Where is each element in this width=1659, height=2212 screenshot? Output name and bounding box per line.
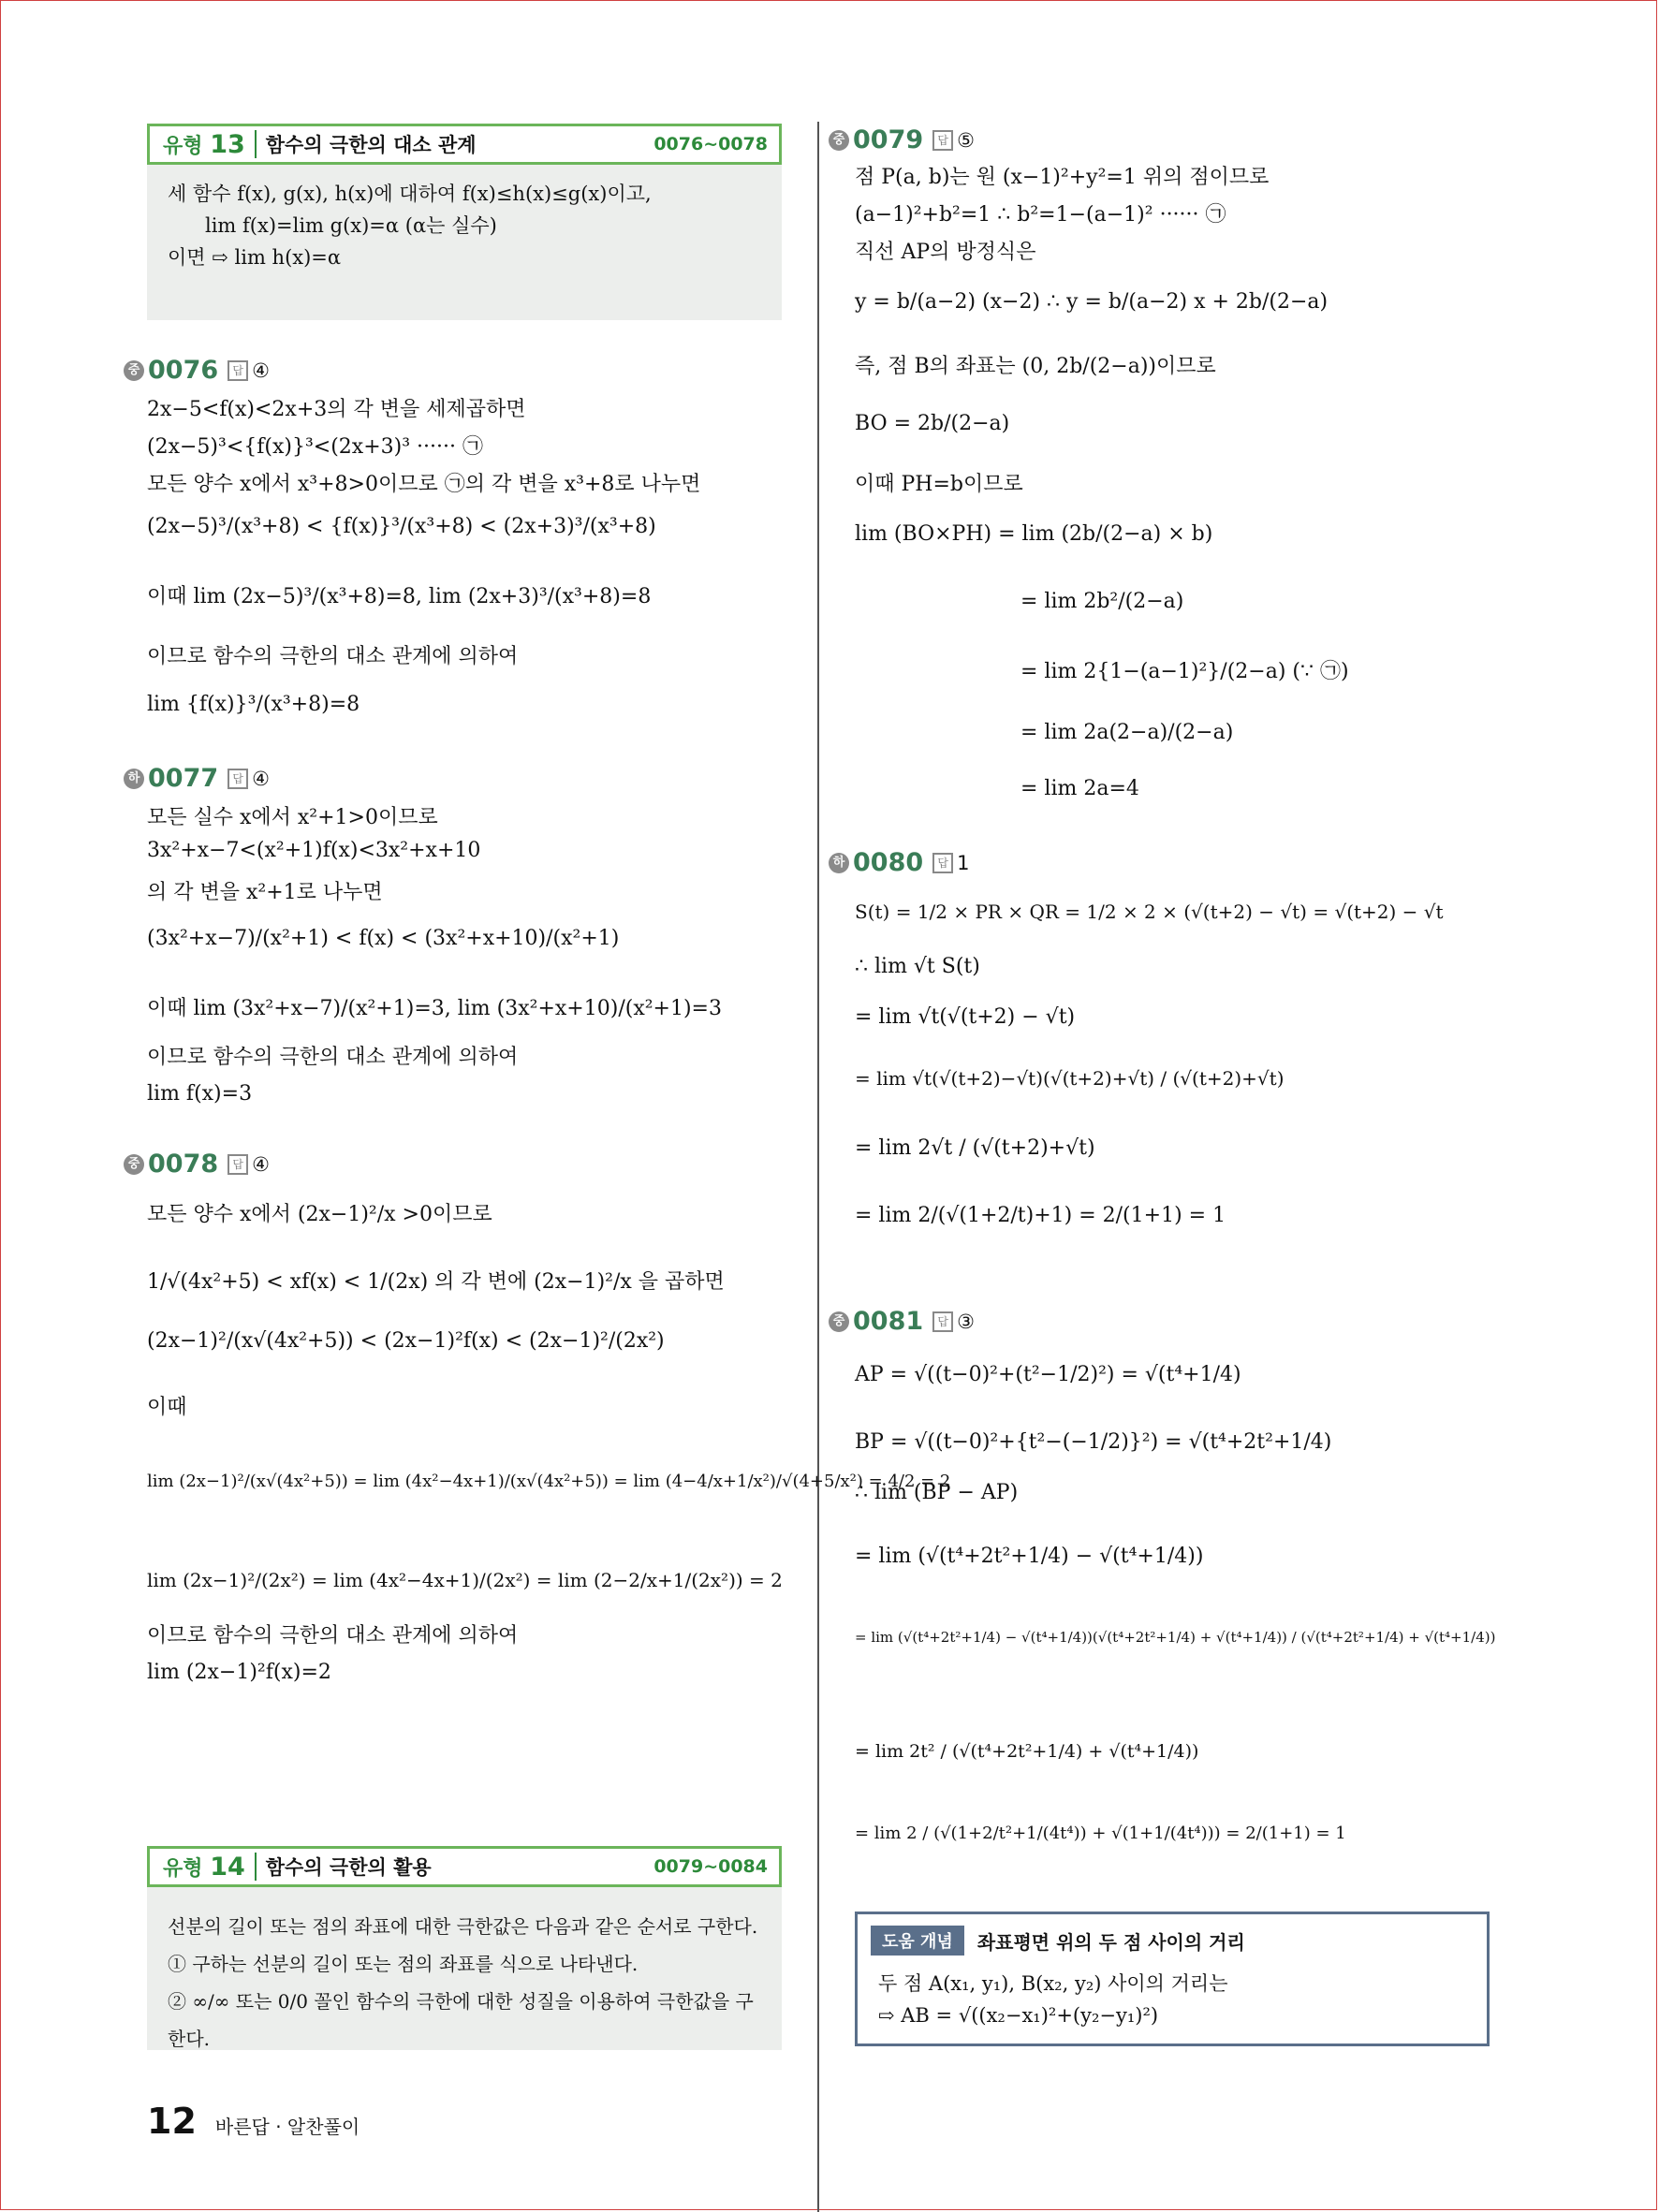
type13-line: 이면 ⇨ lim h(x)=α [168, 246, 342, 269]
solution-line: 2x−5<f(x)<2x+3의 각 변을 세제곱하면 [147, 398, 526, 421]
solution-line: 이때 lim (2x−5)³/(x³+8)=8, lim (2x+3)³/(x³+8)=8 [147, 585, 652, 608]
page-number: 12 [147, 2101, 197, 2142]
solution-line: = lim 2b²/(2−a) [1020, 590, 1184, 613]
type14-header [147, 1846, 782, 1887]
type13-body [168, 178, 769, 273]
solution-line: = lim 2a=4 [1020, 777, 1139, 800]
type13-range: 0076~0078 [653, 134, 768, 154]
answer-icon: 답 [228, 360, 248, 381]
solution-line: = lim 2a(2−a)/(2−a) [1020, 721, 1234, 744]
solution-line: 점 P(a, b)는 원 (x−1)²+y²=1 위의 점이므로 [855, 166, 1270, 189]
answer: ④ [252, 767, 270, 790]
type14-body [168, 1908, 769, 2058]
solution-line: = lim 2/(√(1+2/t)+1) = 2/(1+1) = 1 [855, 1204, 1226, 1227]
level-badge: 중 [829, 1311, 849, 1332]
solution-line: 모든 양수 x에서 x³+8>0이므로 ㉠의 각 변을 x³+8로 나누면 [147, 473, 701, 496]
problem-0080-header [829, 848, 970, 877]
level-badge: 하 [124, 769, 144, 789]
solution-line: y = b/(a−2) (x−2) ∴ y = b/(a−2) x + 2b/(2−a) [855, 290, 1329, 314]
type14-tag: 유형 14 [163, 1852, 245, 1882]
solution-line: lim (2x−1)²/(2x²) = lim (4x²−4x+1)/(2x²) = lim (2−2/x+1/(2x²)) = 2 [147, 1569, 783, 1591]
solution-line: 이때 PH=b이므로 [855, 473, 1023, 496]
level-badge: 중 [124, 1154, 144, 1175]
type14-line: 선분의 길이 또는 점의 좌표에 대한 극한값은 다음과 같은 순서로 구한다. [168, 1915, 758, 1938]
book-title: 바른답 · 알찬풀이 [214, 2116, 360, 2138]
concept-note-line: ⇨ AB = √((x₂−x₁)²+(y₂−y₁)²) [878, 2004, 1159, 2027]
concept-note-line: 두 점 A(x₁, y₁), B(x₂, y₂) 사이의 거리는 [878, 1972, 1228, 1995]
solution-line: = lim 2 / (√(1+2/t²+1/(4t⁴)) + √(1+1/(4t⁴))) = 2/(1+1) = 1 [855, 1824, 1346, 1843]
solution-line: 모든 양수 x에서 (2x−1)²/x >0이므로 [147, 1203, 492, 1226]
solution-line: lim {f(x)}³/(x³+8)=8 [147, 693, 360, 716]
solution-line: = lim √t(√(t+2) − √t) [855, 1005, 1076, 1029]
solution-line: 1/√(4x²+5) < xf(x) < 1/(2x) 의 각 변에 (2x−1)²/x 을 곱하면 [147, 1270, 725, 1294]
solution-line: 직선 AP의 방정식은 [855, 241, 1036, 264]
answer: ④ [252, 1152, 270, 1176]
concept-note-box [855, 1912, 1490, 2046]
solution-line: 이때 lim (3x²+x−7)/(x²+1)=3, lim (3x²+x+10)/(x²+1)=3 [147, 997, 722, 1020]
solution-line: 3x²+x−7<(x²+1)f(x)<3x²+x+10 [147, 839, 481, 862]
solution-line: 모든 실수 x에서 x²+1>0이므로 [147, 806, 438, 829]
answer: ④ [252, 359, 270, 382]
solution-line: = lim (√(t⁴+2t²+1/4) − √(t⁴+1/4))(√(t⁴+2t²+1/4) + √(t⁴+1/4)) / (√(t⁴+2t²+1/4) + √(t⁴+1/4)) [855, 1629, 1496, 1646]
problem-0081-header [829, 1307, 975, 1336]
solution-line: lim (2x−1)²f(x)=2 [147, 1661, 331, 1684]
problem-number: 0081 [853, 1307, 924, 1336]
problem-number: 0080 [853, 848, 924, 877]
problem-0076-header [124, 356, 270, 385]
type13-header [147, 124, 782, 165]
problem-number: 0079 [853, 125, 924, 154]
type14-box [147, 1846, 782, 2050]
type13-line: 세 함수 f(x), g(x), h(x)에 대하여 f(x)≤h(x)≤g(x)이고, [168, 183, 652, 205]
level-badge: 중 [124, 360, 144, 381]
problem-number: 0076 [148, 356, 219, 385]
solution-line: (2x−1)²/(x√(4x²+5)) < (2x−1)²f(x) < (2x−1)²/(2x²) [147, 1329, 665, 1353]
solution-line: ∴ lim (BP − AP) [855, 1481, 1019, 1504]
answer-icon: 답 [932, 853, 953, 873]
solution-line: (2x−5)³/(x³+8) < {f(x)}³/(x³+8) < (2x+3)³/(x³+8) [147, 515, 656, 538]
answer-icon: 답 [228, 769, 248, 789]
solution-line: (3x²+x−7)/(x²+1) < f(x) < (3x²+x+10)/(x²+1) [147, 927, 620, 950]
solution-line: 이므로 함수의 극한의 대소 관계에 의하여 [147, 645, 519, 668]
concept-note-title: 좌표평면 위의 두 점 사이의 거리 [976, 1930, 1245, 1954]
solution-line: (a−1)²+b²=1 ∴ b²=1−(a−1)² ······ ㉠ [855, 203, 1226, 227]
solution-line: = lim (√(t⁴+2t²+1/4) − √(t⁴+1/4)) [855, 1545, 1204, 1568]
problem-0078-header [124, 1150, 270, 1179]
solution-line: 이므로 함수의 극한의 대소 관계에 의하여 [147, 1624, 519, 1648]
type13-title: 함수의 극한의 대소 관계 [265, 134, 477, 156]
page-footer [147, 2101, 360, 2142]
answer: ⑤ [957, 128, 975, 152]
level-badge: 하 [829, 853, 849, 873]
solution-line: 이때 [147, 1396, 187, 1419]
type13-box [147, 124, 782, 320]
solution-line: ∴ lim √t S(t) [855, 955, 980, 978]
solution-line: AP = √((t−0)²+(t²−1/2)²) = √(t⁴+1/4) [855, 1363, 1241, 1386]
answer-icon: 답 [932, 130, 953, 151]
solution-line: lim (BO×PH) = lim (2b/(2−a) × b) [855, 522, 1213, 546]
solution-line: = lim 2t² / (√(t⁴+2t²+1/4) + √(t⁴+1/4)) [855, 1741, 1199, 1762]
type13-tag: 유형 13 [163, 129, 245, 159]
answer-icon: 답 [932, 1311, 953, 1332]
column-divider [817, 122, 819, 2212]
type14-range: 0079~0084 [653, 1856, 768, 1877]
solution-line: (2x−5)³<{f(x)}³<(2x+3)³ ······ ㉠ [147, 435, 483, 459]
type14-line: ② ∞/∞ 또는 0/0 꼴인 함수의 극한에 대한 성질을 이용하여 극한값을 구한다. [168, 1990, 754, 2050]
solution-line: BO = 2b/(2−a) [855, 412, 1010, 435]
solution-line: S(t) = 1/2 × PR × QR = 1/2 × 2 × (√(t+2) − √t) = √(t+2) − √t [855, 901, 1444, 923]
solution-line: 의 각 변을 x²+1로 나누면 [147, 881, 383, 904]
problem-number: 0078 [148, 1150, 219, 1179]
solution-line: 즉, 점 B의 좌표는 (0, 2b/(2−a))이므로 [855, 355, 1216, 378]
concept-note-header [871, 1926, 1245, 1956]
solution-line: lim (2x−1)²/(x√(4x²+5)) = lim (4x²−4x+1)/(x√(4x²+5)) = lim (4−4/x+1/x²)/√(4+5/x²) = 4/2 = 2 [147, 1472, 951, 1491]
concept-note-tag: 도움 개념 [871, 1926, 964, 1956]
type13-line: lim f(x)=lim g(x)=α (α는 실수) [205, 214, 497, 237]
problem-0077-header [124, 764, 270, 793]
level-badge: 중 [829, 130, 849, 151]
type14-title: 함수의 극한의 활용 [265, 1856, 432, 1879]
problem-number: 0077 [148, 764, 219, 793]
solution-line: = lim 2√t / (√(t+2)+√t) [855, 1136, 1095, 1160]
problem-0079-header [829, 125, 975, 154]
solution-line: = lim 2{1−(a−1)²}/(2−a) (∵ ㉠) [1020, 660, 1349, 683]
answer: 1 [957, 851, 970, 874]
solution-line: lim f(x)=3 [147, 1082, 253, 1106]
type14-line: ① 구하는 선분의 길이 또는 점의 좌표를 식으로 나타낸다. [168, 1953, 639, 1975]
answer: ③ [957, 1310, 975, 1333]
answer-icon: 답 [228, 1154, 248, 1175]
solution-line: = lim √t(√(t+2)−√t)(√(t+2)+√t) / (√(t+2)+√t) [855, 1067, 1285, 1090]
solution-line: BP = √((t−0)²+{t²−(−1/2)}²) = √(t⁴+2t²+1/4) [855, 1430, 1332, 1454]
solution-line: 이므로 함수의 극한의 대소 관계에 의하여 [147, 1046, 519, 1069]
